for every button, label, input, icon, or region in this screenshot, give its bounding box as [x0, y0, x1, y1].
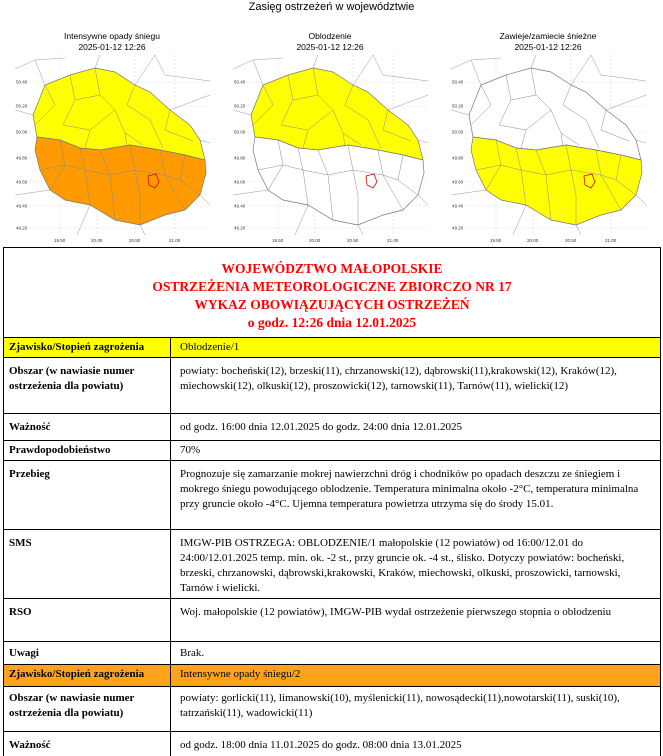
map-lat-label: 49.80	[452, 155, 464, 161]
neighbor-border	[313, 55, 318, 68]
remarks-row	[4, 641, 660, 664]
area-label: Obszar (w nawiasie numer ostrzeżenia dla powiatu)	[4, 687, 171, 731]
neighbor-border	[451, 110, 469, 115]
neighbor-border	[606, 95, 646, 110]
neighbor-border	[295, 205, 308, 235]
warning-map	[233, 55, 428, 245]
phenomenon-label: Zjawisko/Stopień zagrożenia	[4, 338, 171, 357]
header-region: WOJEWÓDZTWO MAŁOPOLSKIE	[221, 261, 443, 276]
neighbor-border	[135, 55, 155, 85]
map-lon-label: 20.00	[309, 238, 321, 243]
map-lat-label: 50.20	[16, 103, 28, 109]
neighbor-border	[353, 55, 373, 85]
validity-value: od godz. 16:00 dnia 12.01.2025 do godz. 24:00 dnia 12.01.2025	[180, 421, 463, 433]
map-lon-label: 21.00	[605, 238, 617, 243]
neighbor-border	[253, 58, 283, 60]
map-lon-label: 20.50	[347, 238, 359, 243]
neighbor-border	[576, 225, 581, 235]
neighbor-border	[233, 190, 268, 195]
course-row	[4, 460, 660, 529]
map-lat-label: 49.40	[234, 203, 246, 209]
neighbor-border	[140, 225, 145, 235]
neighbor-border	[15, 110, 33, 115]
map-timestamp: 2025-01-12 12:26	[78, 42, 146, 52]
area-value: powiaty: bocheński(12), brzeski(11), chrzanowski(12), dąbrowski(11),krakowski(12), Kraków(12), miechowski(12), olkuski(12), proszowicki(12), tarnowski(11), Tarnów(11), wielicki(12)	[180, 365, 617, 392]
remarks-value: Brak.	[180, 647, 205, 659]
sms-value: IMGW-PIB OSTRZEGA: OBLODZENIE/1 małopolskie (12 powiatów) od 16:00/12.01 do 24:00/12.01.2025 temp. min. ok. -2 st., przy gruncie ok. -4 st., ślisko. Dotyczy powiatów: bocheński, brzeski, chrzanowski, dąbrowski,krakowski, Kraków, miechowski, olkuski, proszowicki, tarnowski, Tarnów i wielicki.	[180, 537, 625, 594]
neighbor-border	[373, 55, 428, 81]
neighbor-border	[418, 195, 428, 205]
neighbor-border	[451, 190, 486, 195]
phenomenon-value: Intensywne opady śniegu/2	[180, 668, 301, 680]
header-issue-time: o godz. 12:26 dnia 12.01.2025	[247, 315, 417, 330]
sms-row	[4, 529, 660, 598]
neighbor-border	[471, 58, 501, 60]
neighbor-border	[388, 95, 428, 110]
map-snowstorm	[448, 31, 648, 245]
validity-label: Ważność	[4, 414, 171, 440]
neighbor-border	[155, 55, 210, 81]
neighbor-border	[95, 55, 100, 68]
map-intensive-snowfall	[12, 31, 212, 245]
course-label: Przebieg	[4, 461, 171, 529]
rso-label: RSO	[4, 599, 171, 641]
neighbor-border	[418, 140, 428, 143]
map-lat-label: 49.60	[16, 179, 28, 185]
map-lat-label: 50.00	[234, 129, 246, 135]
neighbor-border	[571, 55, 591, 85]
warning-table	[3, 247, 661, 756]
validity-value: od godz. 18:00 dnia 11.01.2025 do godz. 08:00 dnia 13.01.2025	[180, 739, 462, 751]
phenomenon-label: Zjawisko/Stopień zagrożenia	[4, 665, 171, 686]
map-lat-label: 49.40	[16, 203, 28, 209]
map-lat-label: 50.00	[452, 129, 464, 135]
warning-map	[451, 55, 646, 245]
neighbor-border	[358, 225, 363, 235]
rso-row	[4, 598, 660, 641]
area-row	[4, 357, 660, 413]
map-lat-label: 50.40	[16, 79, 28, 85]
warning-map	[15, 55, 210, 245]
map-lat-label: 49.20	[234, 225, 246, 231]
map-lon-label: 19.50	[272, 238, 284, 243]
phenomenon-row	[4, 337, 660, 357]
neighbor-border	[77, 205, 90, 235]
neighbor-border	[233, 110, 251, 115]
map-caption: Oblodzenie	[308, 31, 352, 41]
phenomenon-row	[4, 664, 660, 686]
map-lat-label: 49.80	[16, 155, 28, 161]
neighbor-border	[636, 195, 646, 205]
map-lat-label: 49.60	[234, 179, 246, 185]
warning-header	[4, 248, 660, 337]
map-lon-label: 20.50	[565, 238, 577, 243]
neighbor-border	[15, 190, 50, 195]
map-lon-label: 20.00	[91, 238, 103, 243]
probability-value: 70%	[180, 444, 201, 456]
neighbor-border	[170, 95, 210, 110]
sms-label: SMS	[4, 530, 171, 598]
map-lat-label: 50.20	[452, 103, 464, 109]
map-lat-label: 50.00	[16, 129, 28, 135]
map-caption: Intensywne opady śniegu	[64, 31, 160, 41]
map-lon-label: 21.00	[387, 238, 399, 243]
map-caption: Zawieje/zamiecie śnieżne	[499, 31, 597, 41]
map-lat-label: 49.40	[452, 203, 464, 209]
map-lon-label: 21.00	[169, 238, 181, 243]
map-lat-label: 49.60	[452, 179, 464, 185]
area-label: Obszar (w nawiasie numer ostrzeżenia dla powiatu)	[4, 358, 171, 413]
validity-label: Ważność	[4, 732, 171, 756]
map-lat-label: 49.20	[16, 225, 28, 231]
remarks-label: Uwagi	[4, 642, 171, 664]
validity-row	[4, 413, 660, 440]
map-lat-label: 50.20	[234, 103, 246, 109]
probability-label: Prawdopodobieństwo	[4, 441, 171, 460]
map-lat-label: 49.20	[452, 225, 464, 231]
map-icing	[230, 31, 430, 245]
phenomenon-value: Oblodzenie/1	[180, 341, 240, 353]
rso-value: Woj. małopolskie (12 powiatów), IMGW-PIB wydał ostrzeżenie pierwszego stopnia o oblodzeniu	[180, 606, 612, 618]
neighbor-border	[513, 205, 526, 235]
map-timestamp: 2025-01-12 12:26	[514, 42, 582, 52]
area-value: powiaty: gorlicki(11), limanowski(10), myślenicki(11), nowosądecki(11),nowotarski(11), suski(10), tatrzański(11), wadowicki(11)	[180, 692, 620, 719]
map-lat-label: 49.80	[234, 155, 246, 161]
neighbor-border	[531, 55, 536, 68]
page-title: Zasięg ostrzeżeń w województwie	[248, 1, 415, 13]
neighbor-border	[35, 58, 65, 60]
probability-row	[4, 440, 660, 460]
map-lat-label: 50.40	[452, 79, 464, 85]
map-lon-label: 19.50	[490, 238, 502, 243]
map-lon-label: 20.00	[527, 238, 539, 243]
course-value: Prognozuje się zamarzanie mokrej nawierzchni dróg i chodników po opadach deszczu ze śniegiem i mokrego śniegu powodującego oblodzenie. Temperatura minimalna około -2°C, temperatura minimalna przy gruncie około -4°C. Ujemna temperatura powietrza utrzyma się do środy 15.01.	[180, 468, 639, 510]
map-lon-label: 20.50	[129, 238, 141, 243]
header-list-title: WYKAZ OBOWIĄZUJĄCYCH OSTRZEŻEŃ	[194, 297, 470, 312]
area-row	[4, 686, 660, 731]
header-bulletin-number: OSTRZEŻENIA METEOROLOGICZNE ZBIORCZO NR 17	[152, 279, 512, 294]
map-lon-label: 19.50	[54, 238, 66, 243]
map-lat-label: 50.40	[234, 79, 246, 85]
neighbor-border	[591, 55, 646, 81]
neighbor-border	[636, 140, 646, 143]
map-timestamp: 2025-01-12 12:26	[296, 42, 364, 52]
neighbor-border	[200, 195, 210, 205]
neighbor-border	[200, 140, 210, 143]
validity-row	[4, 731, 660, 756]
